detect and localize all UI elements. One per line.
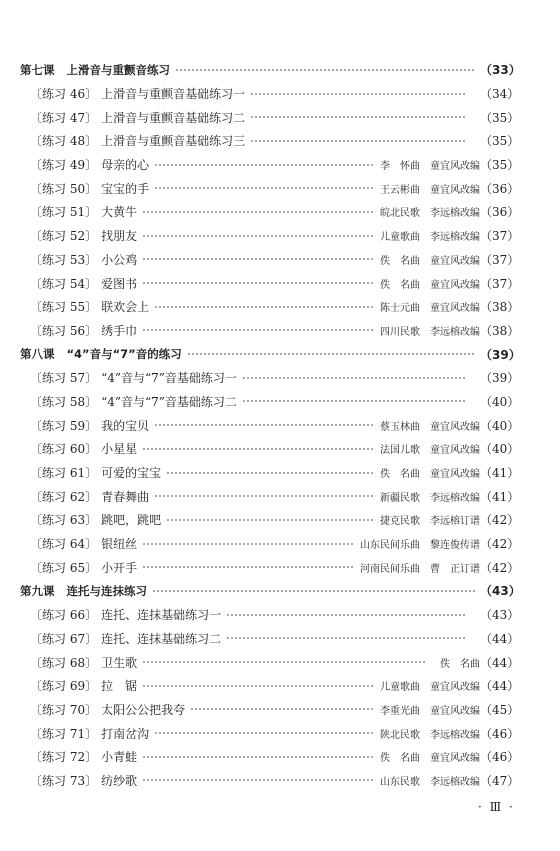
exercise-title: 爱图书 bbox=[101, 276, 138, 291]
page-number: （42） bbox=[480, 560, 520, 575]
composer: 佚 名曲 bbox=[380, 255, 420, 267]
lesson-label: 第九课 bbox=[20, 583, 55, 598]
dot-leader bbox=[142, 543, 355, 545]
page-number: （34） bbox=[480, 87, 520, 102]
arranger: 李远榕改编 bbox=[430, 492, 480, 504]
exercise-title: 联欢会上 bbox=[101, 300, 150, 315]
credits bbox=[380, 228, 480, 243]
toc-exercise-row[interactable] bbox=[20, 271, 520, 295]
toc-exercise-row[interactable] bbox=[20, 769, 520, 793]
credits bbox=[380, 276, 480, 291]
exercise-label: 〔练习 52〕 bbox=[30, 229, 98, 244]
exercise-label: 〔练习 53〕 bbox=[30, 252, 98, 267]
toc-exercise-row[interactable] bbox=[20, 674, 520, 698]
dot-leader bbox=[154, 187, 375, 189]
exercise-title: 卫生歌 bbox=[101, 655, 138, 670]
composer: 佚 名曲 bbox=[380, 279, 420, 291]
dot-leader bbox=[142, 756, 375, 758]
exercise-title: 连托、连抹基础练习二 bbox=[101, 631, 222, 646]
exercise-label: 〔练习 48〕 bbox=[30, 134, 98, 149]
page-number: （41） bbox=[480, 489, 520, 504]
dot-leader bbox=[142, 448, 375, 450]
page-number: （44） bbox=[480, 631, 520, 646]
exercise-title: 可爱的宝宝 bbox=[101, 466, 162, 481]
exercise-title: 母亲的心 bbox=[101, 158, 150, 173]
composer: 陕北民歌 bbox=[380, 729, 420, 741]
exercise-label: 〔练习 73〕 bbox=[30, 773, 98, 788]
exercise-title: 小青蛙 bbox=[101, 750, 138, 765]
page-number: （38） bbox=[480, 300, 520, 315]
page-number: （35） bbox=[480, 110, 520, 125]
exercise-title: 连托、连抹基础练习一 bbox=[101, 608, 222, 623]
exercise-title: “4”音与“7”音基础练习一 bbox=[101, 371, 237, 386]
exercise-label: 〔练习 70〕 bbox=[30, 702, 98, 717]
exercise-title: 绣手巾 bbox=[101, 323, 138, 338]
dot-leader bbox=[166, 472, 375, 474]
dot-leader bbox=[187, 353, 475, 355]
dot-leader bbox=[142, 282, 375, 284]
dot-leader bbox=[250, 140, 465, 142]
toc-exercise-row[interactable] bbox=[20, 508, 520, 532]
composer: 河南民间乐曲 bbox=[360, 563, 420, 575]
page-number: （45） bbox=[480, 702, 520, 717]
exercise-label: 〔练习 47〕 bbox=[30, 110, 98, 125]
credits bbox=[380, 678, 480, 693]
arranger: 李远榕改编 bbox=[430, 729, 480, 741]
dot-leader bbox=[142, 661, 425, 663]
dot-leader bbox=[152, 590, 475, 592]
composer: 儿童歌曲 bbox=[380, 682, 420, 694]
exercise-label: 〔练习 62〕 bbox=[30, 489, 98, 504]
arranger: 佚 名曲 bbox=[440, 658, 480, 670]
page-number: （36） bbox=[480, 181, 520, 196]
exercise-label: 〔练习 51〕 bbox=[30, 205, 98, 220]
arranger: 李远榕改编 bbox=[430, 326, 480, 338]
dot-leader bbox=[142, 779, 375, 781]
toc-exercise-row[interactable] bbox=[20, 82, 520, 106]
exercise-title: 纺纱歌 bbox=[101, 773, 138, 788]
exercise-title: 银纽丝 bbox=[101, 537, 138, 552]
toc-lesson-row[interactable] bbox=[20, 579, 521, 603]
composer: 王云彬曲 bbox=[380, 184, 420, 196]
exercise-title: 拉 锯 bbox=[101, 679, 138, 694]
composer: 李 怀曲 bbox=[380, 161, 420, 173]
page-number: （40） bbox=[480, 442, 520, 457]
page-number: （41） bbox=[480, 466, 520, 481]
dot-leader bbox=[154, 495, 375, 497]
dot-leader bbox=[166, 519, 375, 521]
toc-exercise-row[interactable] bbox=[20, 153, 520, 177]
page-number: （47） bbox=[480, 773, 520, 788]
exercise-label: 〔练习 57〕 bbox=[30, 371, 98, 386]
dot-leader bbox=[175, 69, 475, 71]
toc-exercise-row[interactable] bbox=[20, 745, 520, 769]
toc-exercise-row[interactable] bbox=[20, 105, 520, 129]
page-number: （39） bbox=[480, 371, 520, 386]
arranger: 李远榕改编 bbox=[430, 232, 480, 244]
toc-exercise-row[interactable] bbox=[20, 627, 520, 651]
arranger: 李远榕订谱 bbox=[430, 516, 480, 528]
toc-exercise-row[interactable] bbox=[20, 224, 520, 248]
dot-leader bbox=[154, 424, 375, 426]
page-number: （42） bbox=[480, 513, 520, 528]
credits bbox=[380, 512, 480, 527]
page-folio: · Ⅲ · bbox=[478, 800, 515, 814]
dot-leader bbox=[142, 329, 375, 331]
exercise-title: 大黄牛 bbox=[101, 205, 138, 220]
toc-exercise-row[interactable] bbox=[20, 555, 520, 579]
exercise-title: 小星星 bbox=[101, 442, 138, 457]
exercise-label: 〔练习 63〕 bbox=[30, 513, 98, 528]
credits bbox=[380, 418, 480, 433]
toc-exercise-row[interactable] bbox=[20, 650, 520, 674]
arranger: 童宜风改编 bbox=[430, 421, 480, 433]
credits bbox=[380, 181, 480, 196]
exercise-label: 〔练习 46〕 bbox=[30, 87, 98, 102]
exercise-title: 太阳公公把我夸 bbox=[101, 702, 186, 717]
lesson-label: 第七课 bbox=[20, 62, 55, 77]
toc-exercise-row[interactable] bbox=[20, 603, 520, 627]
credits bbox=[380, 204, 480, 219]
credits bbox=[380, 252, 480, 267]
exercise-label: 〔练习 64〕 bbox=[30, 537, 98, 552]
toc-exercise-row[interactable] bbox=[20, 437, 520, 461]
page-number: （39） bbox=[480, 347, 521, 362]
composer: 佚 名曲 bbox=[380, 469, 420, 481]
page-number: （37） bbox=[480, 276, 520, 291]
toc-lesson-row[interactable] bbox=[20, 58, 521, 82]
lesson-label: 第八课 bbox=[20, 347, 55, 362]
credits bbox=[380, 489, 480, 504]
credits bbox=[430, 655, 480, 670]
exercise-label: 〔练习 71〕 bbox=[30, 726, 98, 741]
credits bbox=[380, 465, 480, 480]
lesson-title: “4”音与“7”音的练习 bbox=[66, 347, 182, 362]
credits bbox=[380, 773, 480, 788]
exercise-title: 上滑音与重颤音基础练习三 bbox=[101, 134, 246, 149]
arranger: 童宜风改编 bbox=[430, 161, 480, 173]
credits bbox=[380, 702, 480, 717]
dot-leader bbox=[142, 258, 375, 260]
composer: 山东民歌 bbox=[380, 776, 420, 788]
exercise-label: 〔练习 61〕 bbox=[30, 466, 98, 481]
exercise-title: “4”音与“7”音基础练习二 bbox=[101, 394, 237, 409]
composer: 蔡玉林曲 bbox=[380, 421, 420, 433]
composer: 儿童歌曲 bbox=[380, 232, 420, 244]
exercise-label: 〔练习 60〕 bbox=[30, 442, 98, 457]
dot-leader bbox=[242, 377, 465, 379]
exercise-label: 〔练习 59〕 bbox=[30, 418, 98, 433]
exercise-label: 〔练习 67〕 bbox=[30, 631, 98, 646]
exercise-label: 〔练习 50〕 bbox=[30, 181, 98, 196]
exercise-title: 我的宝贝 bbox=[101, 418, 150, 433]
arranger: 童宜风改编 bbox=[430, 255, 480, 267]
page-number: （36） bbox=[480, 205, 520, 220]
page-number: （42） bbox=[480, 537, 520, 552]
dot-leader bbox=[142, 211, 375, 213]
exercise-title: 小公鸡 bbox=[101, 252, 138, 267]
credits bbox=[360, 536, 480, 551]
page-number: （43） bbox=[480, 608, 520, 623]
credits bbox=[380, 299, 480, 314]
lesson-title: 上滑音与重颤音练习 bbox=[66, 62, 170, 77]
arranger: 李远榕改编 bbox=[430, 776, 480, 788]
exercise-label: 〔练习 54〕 bbox=[30, 276, 98, 291]
lesson-title: 连托与连抹练习 bbox=[66, 583, 147, 598]
exercise-label: 〔练习 56〕 bbox=[30, 323, 98, 338]
exercise-label: 〔练习 69〕 bbox=[30, 679, 98, 694]
dot-leader bbox=[142, 685, 375, 687]
page-number: （40） bbox=[480, 394, 520, 409]
arranger: 童宜风改编 bbox=[430, 705, 480, 717]
toc-exercise-row[interactable] bbox=[20, 248, 520, 272]
composer: 新疆民歌 bbox=[380, 492, 420, 504]
composer: 佚 名曲 bbox=[380, 753, 420, 765]
toc-exercise-row[interactable] bbox=[20, 484, 520, 508]
arranger: 曹 正订谱 bbox=[430, 563, 480, 575]
toc-exercise-row[interactable] bbox=[20, 129, 520, 153]
toc-exercise-row[interactable] bbox=[20, 390, 520, 414]
exercise-title: 青春舞曲 bbox=[101, 489, 150, 504]
exercise-label: 〔练习 72〕 bbox=[30, 750, 98, 765]
toc-exercise-row[interactable] bbox=[20, 413, 520, 437]
page-number: （46） bbox=[480, 750, 520, 765]
page-number: （35） bbox=[480, 158, 520, 173]
credits bbox=[360, 560, 480, 575]
arranger: 童宜风改编 bbox=[430, 279, 480, 291]
composer: 四川民歌 bbox=[380, 326, 420, 338]
exercise-title: 打南岔沟 bbox=[101, 726, 150, 741]
exercise-title: 小开手 bbox=[101, 560, 138, 575]
exercise-title: 上滑音与重颤音基础练习二 bbox=[101, 110, 246, 125]
page-number: （35） bbox=[480, 134, 520, 149]
dot-leader bbox=[154, 164, 375, 166]
exercise-label: 〔练习 68〕 bbox=[30, 655, 98, 670]
dot-leader bbox=[142, 566, 355, 568]
composer: 皖北民歌 bbox=[380, 208, 420, 220]
toc-exercise-row[interactable] bbox=[20, 176, 520, 200]
toc-exercise-row[interactable] bbox=[20, 532, 520, 556]
toc-lesson-row[interactable] bbox=[20, 342, 521, 366]
credits bbox=[380, 441, 480, 456]
dot-leader bbox=[226, 614, 465, 616]
composer: 李重光曲 bbox=[380, 705, 420, 717]
dot-leader bbox=[250, 116, 465, 118]
page-number: （38） bbox=[480, 323, 520, 338]
page-number: （43） bbox=[480, 584, 521, 599]
arranger: 李远榕改编 bbox=[430, 208, 480, 220]
toc-exercise-row[interactable] bbox=[20, 698, 520, 722]
arranger: 黎连俊传谱 bbox=[430, 540, 480, 552]
page-number: （33） bbox=[480, 63, 521, 78]
page-number: （44） bbox=[480, 655, 520, 670]
exercise-title: 跳吧，跳吧 bbox=[101, 513, 162, 528]
page-number: （46） bbox=[480, 726, 520, 741]
composer: 山东民间乐曲 bbox=[360, 540, 420, 552]
dot-leader bbox=[154, 732, 375, 734]
dot-leader bbox=[142, 235, 375, 237]
page-number: （40） bbox=[480, 418, 520, 433]
dot-leader bbox=[242, 400, 465, 402]
arranger: 童宜风改编 bbox=[430, 184, 480, 196]
toc-exercise-row[interactable] bbox=[20, 319, 520, 343]
toc-exercise-row[interactable] bbox=[20, 200, 520, 224]
exercise-title: 宝宝的手 bbox=[101, 181, 150, 196]
exercise-title: 上滑音与重颤音基础练习一 bbox=[101, 87, 246, 102]
exercise-label: 〔练习 55〕 bbox=[30, 300, 98, 315]
dot-leader bbox=[154, 306, 375, 308]
credits bbox=[380, 726, 480, 741]
credits bbox=[380, 749, 480, 764]
composer: 捷克民歌 bbox=[380, 516, 420, 528]
dot-leader bbox=[250, 93, 465, 95]
composer: 法国儿歌 bbox=[380, 445, 420, 457]
exercise-label: 〔练习 49〕 bbox=[30, 158, 98, 173]
composer: 陈士元曲 bbox=[380, 303, 420, 315]
table-of-contents bbox=[20, 58, 521, 792]
toc-exercise-row[interactable] bbox=[20, 461, 520, 485]
arranger: 童宜风改编 bbox=[430, 445, 480, 457]
page-number: （37） bbox=[480, 252, 520, 267]
toc-exercise-row[interactable] bbox=[20, 295, 520, 319]
exercise-label: 〔练习 58〕 bbox=[30, 394, 98, 409]
toc-exercise-row[interactable] bbox=[20, 721, 520, 745]
arranger: 童宜风改编 bbox=[430, 303, 480, 315]
arranger: 童宜风改编 bbox=[430, 682, 480, 694]
arranger: 童宜风改编 bbox=[430, 753, 480, 765]
dot-leader bbox=[190, 708, 375, 710]
exercise-label: 〔练习 66〕 bbox=[30, 608, 98, 623]
dot-leader bbox=[226, 637, 465, 639]
exercise-title: 找朋友 bbox=[101, 229, 138, 244]
arranger: 童宜风改编 bbox=[430, 469, 480, 481]
toc-exercise-row[interactable] bbox=[20, 366, 520, 390]
credits bbox=[380, 157, 480, 172]
page-number: （44） bbox=[480, 679, 520, 694]
exercise-label: 〔练习 65〕 bbox=[30, 560, 98, 575]
credits bbox=[380, 323, 480, 338]
page-number: （37） bbox=[480, 229, 520, 244]
